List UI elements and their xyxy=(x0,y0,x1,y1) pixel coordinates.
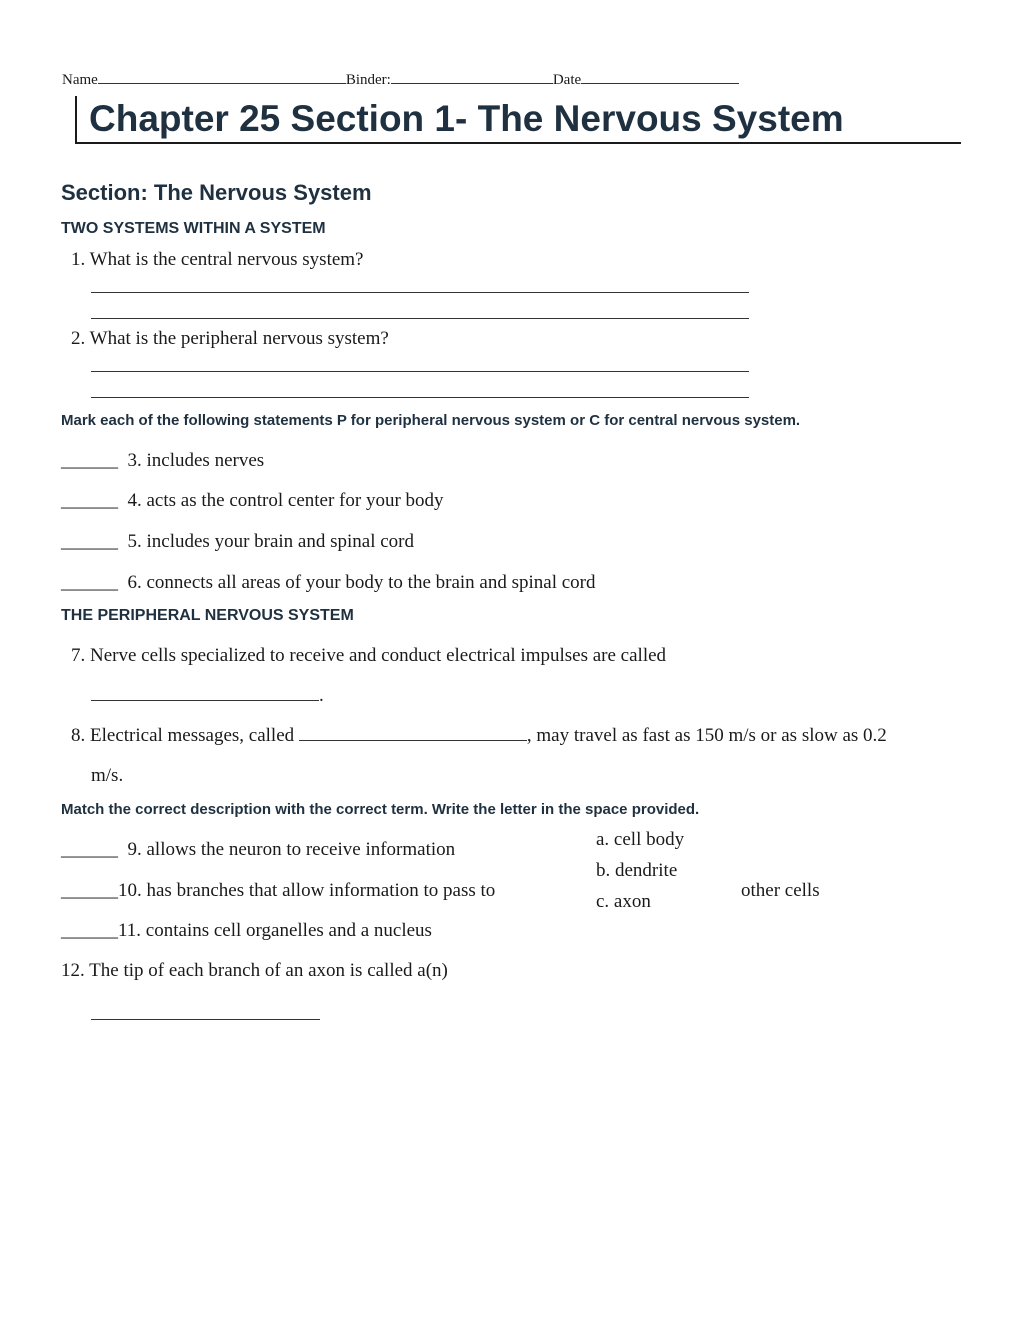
match-item-10 xyxy=(61,880,495,902)
question-8-end: , may travel as fast as 150 m/s or as slow as 0.2 xyxy=(526,725,887,746)
part2-heading: THE PERIPHERAL NERVOUS SYSTEM xyxy=(61,607,354,624)
statement-text: 6. connects all areas of your body to the brain and spinal cord xyxy=(127,572,596,593)
answer-blank[interactable]: ______ xyxy=(61,839,118,860)
term-b: b. dendrite xyxy=(596,860,678,881)
page-title: Chapter 25 Section 1- The Nervous System xyxy=(89,98,844,139)
question-1: 1. What is the central nervous system? xyxy=(71,249,364,270)
date-field[interactable] xyxy=(581,82,739,84)
term-c: c. axon xyxy=(596,891,651,912)
answer-blank-q7[interactable] xyxy=(91,699,319,701)
question-8-start: 8. Electrical messages, called xyxy=(71,725,295,746)
date-label: Date xyxy=(552,72,582,88)
name-label: Name xyxy=(62,72,98,88)
answer-line-q1-a[interactable] xyxy=(91,292,749,293)
statement-5 xyxy=(61,531,414,553)
question-7-end: . xyxy=(319,685,324,706)
question-7-answer xyxy=(91,685,324,707)
statement-text: 3. includes nerves xyxy=(127,450,265,471)
instruction-match: Match the correct description with the correct term. Write the letter in the space provided. xyxy=(61,801,700,818)
match-item-text: 10. has branches that allow information to pass to xyxy=(118,880,496,901)
binder-field[interactable] xyxy=(391,82,553,84)
answer-line-q12[interactable] xyxy=(91,1019,320,1020)
answer-line-q1-b[interactable] xyxy=(91,318,749,319)
answer-blank[interactable]: ______ xyxy=(61,920,118,941)
answer-blank[interactable]: ______ xyxy=(61,531,118,552)
term-a: a. cell body xyxy=(596,829,685,850)
part1-heading: TWO SYSTEMS WITHIN A SYSTEM xyxy=(61,220,326,237)
match-item-11 xyxy=(61,920,432,942)
question-12: 12. The tip of each branch of an axon is called a(n) xyxy=(61,960,448,981)
answer-line-q2-a[interactable] xyxy=(91,371,749,372)
question-8-continuation: m/s. xyxy=(91,765,124,786)
match-item-text: 11. contains cell organelles and a nucleus xyxy=(118,920,432,941)
statement-text: 5. includes your brain and spinal cord xyxy=(127,531,415,552)
statement-3 xyxy=(61,450,264,472)
answer-blank[interactable]: ______ xyxy=(61,572,118,593)
title-box xyxy=(75,96,961,144)
question-8 xyxy=(71,725,887,747)
match-item-10-continuation: other cells xyxy=(741,880,820,901)
instruction-mark-p-or-c: Mark each of the following statements P for peripheral nervous system or C for central nervous system. xyxy=(61,412,801,429)
answer-blank[interactable]: ______ xyxy=(61,880,118,901)
question-7: 7. Nerve cells specialized to receive and conduct electrical impulses are called xyxy=(71,645,667,666)
statement-6 xyxy=(61,572,596,594)
statement-4 xyxy=(61,490,444,512)
section-title: Section: The Nervous System xyxy=(61,180,372,205)
match-item-9 xyxy=(61,839,455,861)
header-line xyxy=(62,72,739,89)
name-field[interactable] xyxy=(98,82,346,84)
answer-blank-q8[interactable] xyxy=(299,739,527,741)
answer-blank[interactable]: ______ xyxy=(61,490,118,511)
answer-blank[interactable]: ______ xyxy=(61,450,118,471)
statement-text: 4. acts as the control center for your body xyxy=(127,490,444,511)
binder-label: Binder: xyxy=(345,72,391,88)
answer-line-q2-b[interactable] xyxy=(91,397,749,398)
question-2: 2. What is the peripheral nervous system? xyxy=(71,328,389,349)
match-item-text: 9. allows the neuron to receive information xyxy=(127,839,456,860)
